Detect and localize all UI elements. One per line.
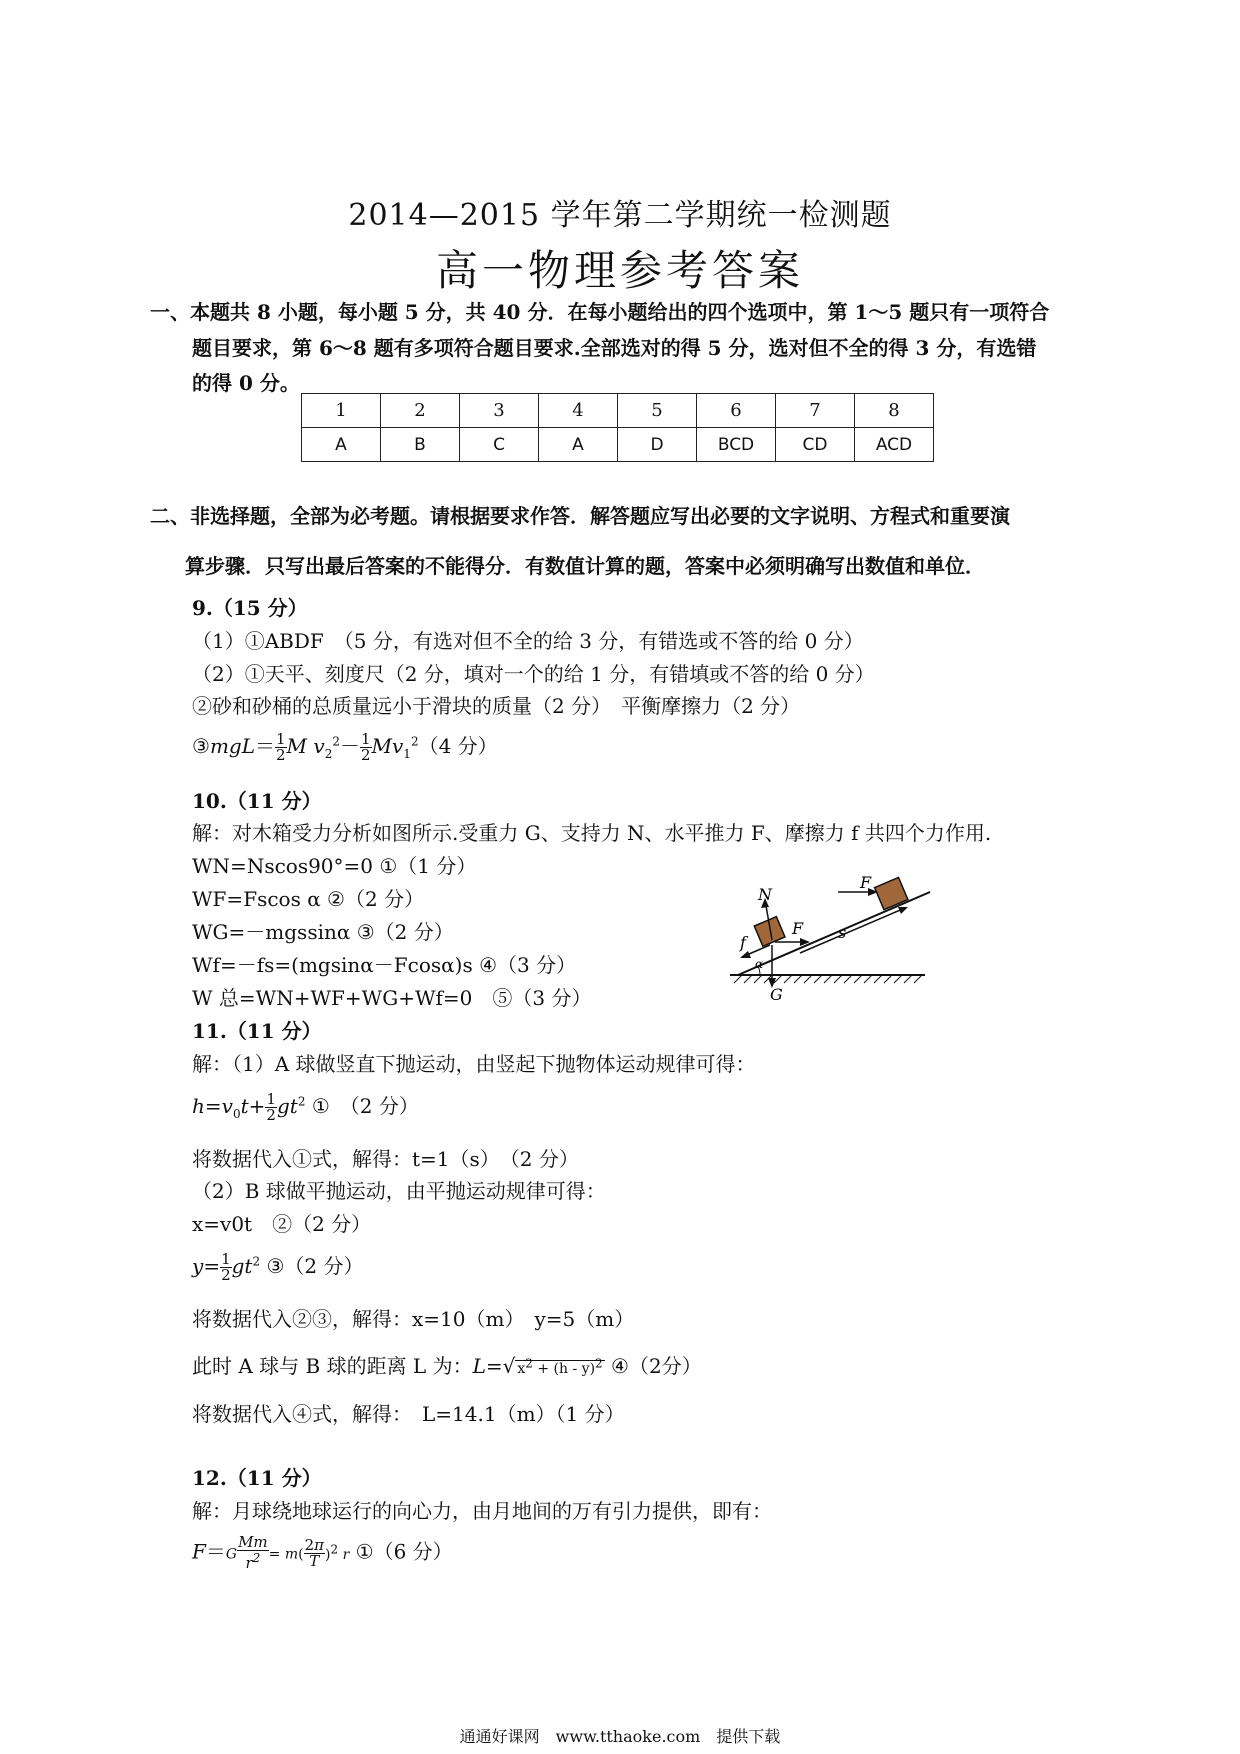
q11-eq1-score: ① （2 分）	[311, 1094, 419, 1118]
table-cell: A	[302, 428, 381, 462]
q9-line1: （1）①ABDF （5 分，有选对但不全的给 3 分，有错选或不答的给 0 分）	[192, 629, 864, 653]
table-cell: 3	[460, 394, 539, 428]
q10-intro: 解：对木箱受力分析如图所示.受重力 G、支持力 N、水平推力 F、摩擦力 f 共四个力作用.	[192, 821, 992, 845]
q12-heading: 12.（11 分）	[192, 1466, 322, 1490]
table-cell: D	[618, 428, 697, 462]
label-F-top: F	[860, 873, 872, 892]
table-cell: 7	[776, 394, 855, 428]
q10-eq3: WG=－mgssinα ③（2 分）	[192, 920, 454, 944]
q10-eq1: WN=Nscos90°=0 ①（1 分）	[192, 854, 477, 878]
q9-line2: （2）①天平、刻度尺（2 分，填对一个的给 1 分，有错填或不答的给 0 分）	[192, 662, 875, 686]
label-f: f	[740, 933, 746, 952]
q11-eq2: x=v0t ②（2 分）	[192, 1212, 372, 1236]
section2-line1: 二、非选择题，全部为必考题。请根据要求作答．解答题应写出必要的文字说明、方程式和重要演	[150, 504, 1010, 528]
label-N: N	[758, 885, 772, 904]
ground-hatching	[734, 975, 922, 983]
label-G: G	[770, 985, 783, 1000]
q9-line4-prefix: ③	[192, 734, 210, 758]
q10-heading: 10.（11 分）	[192, 789, 322, 813]
footer-text: 通通好课网 www.tthaoke.com 提供下载	[459, 1727, 781, 1746]
friction-arrowhead	[740, 951, 751, 958]
answer-table	[301, 393, 934, 462]
label-F: F	[792, 919, 804, 938]
section1-line3: 的得 0 分。	[192, 371, 300, 395]
table-cell: 4	[539, 394, 618, 428]
q12-eq: F＝G $\frac{Mm}{r^2}$ = m( $\frac{2\pi}{T}$ )$^2$ r ①（6 分）	[192, 1533, 453, 1572]
table-cell: ACD	[855, 428, 934, 462]
q11-line2: 将数据代入①式，解得：t=1（s） （2 分）	[192, 1147, 579, 1171]
q9-line4: ③mgL＝ $\frac{1}{2}$ M $v_2^2-$ $\frac{1}{2}$ $Mv_1^2(4$ 分）	[192, 730, 498, 764]
q10-eq2: WF=Fscos α ②（2 分）	[192, 887, 425, 911]
document-subtitle: 2014—2015 学年第二学期统一检测题	[348, 198, 892, 233]
table-cell: 5	[618, 394, 697, 428]
table-cell: C	[460, 428, 539, 462]
q12-eq-score: ①（6 分）	[355, 1539, 453, 1564]
table-cell: A	[539, 428, 618, 462]
q11-line5-prefix: 此时 A 球与 B 球的距离 L 为：	[192, 1354, 473, 1378]
q9-line3: ②砂和砂桶的总质量远小于滑块的质量（2 分） 平衡摩擦力（2 分）	[192, 694, 801, 718]
section1-line1: 一、本题共 8 小题，每小题 5 分，共 40 分．在每小题给出的四个选项中，第 1～5 题只有一项符合	[150, 300, 1050, 324]
table-cell: B	[381, 428, 460, 462]
q11-eq1: $h=v_0t+$ $\frac{1}{2}$ $gt^2$ ① （2 分）	[192, 1090, 419, 1124]
incline-force-diagram	[720, 850, 940, 1000]
answer-table-numbers	[302, 394, 934, 428]
q11-eq3-score: ③（2 分）	[266, 1254, 364, 1278]
label-alpha: α	[755, 957, 764, 971]
q11-line4: 将数据代入②③，解得：x=10（m） y=5（m）	[192, 1307, 635, 1331]
displacement-arrowhead	[898, 907, 908, 914]
table-cell: BCD	[697, 428, 776, 462]
table-cell: 6	[697, 394, 776, 428]
table-cell: 2	[381, 394, 460, 428]
label-s: s	[838, 923, 847, 942]
q10-eq4: Wf=－fs=(mgsinα－Fcosα)s ④（3 分）	[192, 953, 577, 977]
q11-line5-score: ④（2分）	[611, 1354, 702, 1378]
table-cell: CD	[776, 428, 855, 462]
q9-heading: 9.（15 分）	[192, 596, 308, 620]
q10-eq5: W 总=WN+WF+WG+Wf=0 ⑤（3 分）	[192, 986, 592, 1010]
q11-line5: 此时 A 球与 B 球的距离 L 为：L=√ $x^2 + (h - y)^2$ ④（2分）	[192, 1354, 702, 1378]
displacement-arrow	[800, 908, 905, 953]
section1-line2: 题目要求，第 6～8 题有多项符合题目要求.全部选对的得 5 分，选对但不全的得 3 分，有选错	[192, 336, 1037, 360]
q11-line3: （2）B 球做平抛运动，由平抛运动规律可得：	[192, 1179, 606, 1203]
q9-line4-score: （4 分）	[418, 734, 498, 758]
q11-line6: 将数据代入④式，解得： L=14.1（m）（1 分）	[192, 1402, 625, 1426]
table-cell: 1	[302, 394, 381, 428]
q11-line1: 解：（1）A 球做竖直下抛运动，由竖起下抛物体运动规律可得：	[192, 1052, 756, 1076]
section2-line2: 算步骤．只写出最后答案的不能得分．有数值计算的题，答案中必须明确写出数值和单位．	[185, 554, 985, 578]
box-upper	[875, 877, 908, 909]
document-title: 高一物理参考答案	[435, 246, 804, 295]
q11-heading: 11.（11 分）	[192, 1019, 322, 1043]
q11-eq3: y= $\frac{1}{2}$ $gt^2$ ③（2 分）	[192, 1250, 364, 1284]
table-cell: 8	[855, 394, 934, 428]
q12-line1: 解：月球绕地球运行的向心力，由月地间的万有引力提供，即有：	[192, 1499, 772, 1523]
answer-table-answers	[302, 428, 934, 462]
